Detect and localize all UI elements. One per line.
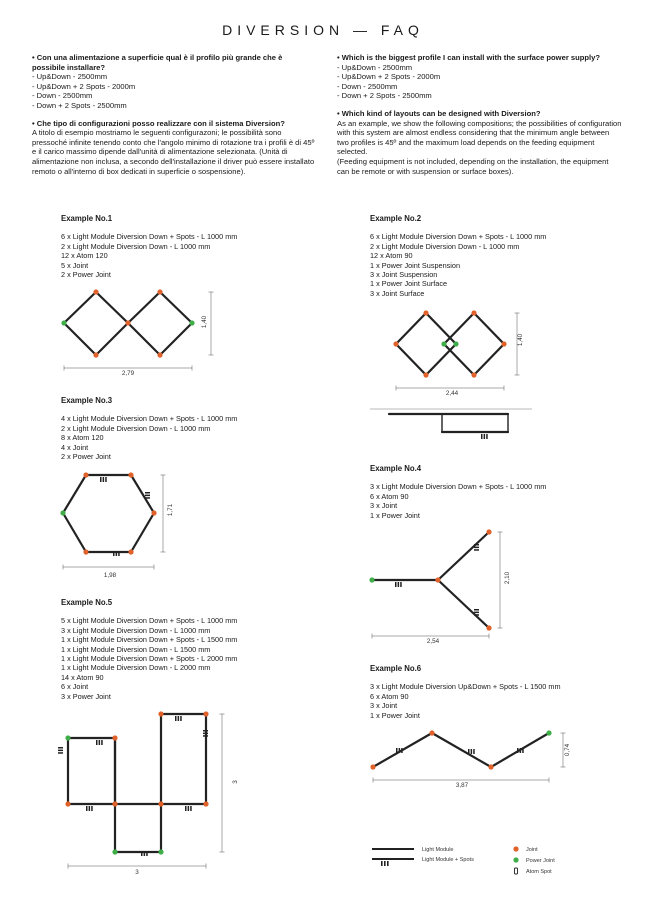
- light-module: [63, 475, 86, 513]
- atom-spot-icon: [381, 861, 389, 866]
- joint: [435, 577, 440, 582]
- faq-answer: - Down - 2500mm: [337, 81, 398, 91]
- dim-height-ex1: 1,40: [201, 315, 208, 329]
- joint: [93, 352, 98, 357]
- example-line: 12 x Atom 90: [370, 251, 413, 261]
- example-line: 3 x Joint Suspension: [370, 270, 438, 280]
- dim-width-ex3: 1,98: [103, 572, 117, 579]
- atom-spot: [517, 748, 519, 753]
- legend-joint-label: Joint: [526, 847, 538, 853]
- atom-spot: [180, 716, 182, 721]
- example-title: Example No.6: [370, 664, 422, 673]
- faq-answer: - Down - 2500mm: [32, 91, 93, 101]
- example-line: 5 x Joint: [61, 260, 89, 270]
- atom-spot: [484, 434, 486, 439]
- light-module: [160, 292, 192, 323]
- atom-spot: [145, 497, 150, 499]
- dim-height-ex4: 2,10: [504, 571, 511, 585]
- example-line: 1 x Power Joint: [370, 710, 420, 720]
- atom-spot: [190, 806, 192, 811]
- legend-power-joint-label: Power Joint: [526, 858, 555, 864]
- joint: [486, 529, 491, 534]
- example-line: 3 x Light Module Diversion Down - L 1000 mm: [61, 625, 211, 635]
- light-module: [160, 323, 192, 355]
- atom-spot: [188, 806, 190, 811]
- joint: [203, 801, 208, 806]
- joint: [471, 310, 476, 315]
- atom-spot: [100, 477, 102, 482]
- faq-answer: A titolo di esempio mostriamo le seguenti configurazoni; le possibilità sono pressoché infinite tenendo conto che l'angolo minimo di rotazione tra i profili è di 45º e il carico massimo dipende dall'unità di alimentazione selezionata. (Unità di alimentazione non inclusa, a secondo dell'installazione il driver può essere installato remoto o all'interno di box dedicati in superficie o sospensione).: [32, 128, 315, 176]
- light-module: [131, 475, 154, 513]
- light-module: [432, 733, 491, 767]
- joint: [370, 764, 375, 769]
- faq-answer: (Feeding equipment is not included, depending on the installation, the equipment can be remote or with suspension or surface boxes).: [337, 156, 609, 176]
- joint: [429, 730, 434, 735]
- example-line: 6 x Joint: [61, 682, 89, 692]
- light-module: [128, 292, 160, 323]
- atom-spot: [395, 582, 397, 587]
- atom-spot: [468, 749, 470, 754]
- joint: [83, 549, 88, 554]
- joint: [65, 801, 70, 806]
- light-module: [438, 532, 489, 580]
- faq-answer: - Up&Down - 2500mm: [32, 72, 108, 82]
- atom-spot: [58, 750, 63, 752]
- atom-spot: [96, 740, 98, 745]
- light-module: [396, 344, 426, 375]
- joint: [501, 341, 506, 346]
- light-module: [63, 513, 86, 552]
- example-title: Example No.4: [370, 464, 422, 473]
- example-title: Example No.3: [61, 396, 113, 405]
- example-line: 1 x Power Joint: [370, 510, 420, 520]
- atom-spot: [175, 716, 177, 721]
- dim-width-ex4: 2,54: [426, 638, 440, 645]
- faq-answer: - Down + 2 Spots - 2500mm: [337, 91, 432, 101]
- atom-spot: [118, 551, 120, 556]
- atom-spot: [144, 851, 146, 856]
- light-module: [96, 292, 128, 323]
- atom-spot: [474, 609, 479, 611]
- light-module: [444, 344, 474, 375]
- atom-spot: [113, 551, 115, 556]
- atom-spot: [486, 434, 488, 439]
- example-line: 6 x Atom 90: [370, 491, 409, 501]
- example-line: 1 x Light Module Diversion Down - L 2000 mm: [61, 663, 211, 673]
- joint: [158, 711, 163, 716]
- power-joint: [441, 341, 446, 346]
- light-module: [426, 344, 456, 375]
- example-line: 6 x Light Module Diversion Down + Spots - L 1000 mm: [61, 232, 238, 242]
- light-module: [438, 580, 489, 628]
- power-joint: [189, 320, 194, 325]
- joint: [488, 764, 493, 769]
- legend-light-module-label: Light Module: [422, 847, 454, 853]
- joint: [203, 711, 208, 716]
- example-line: 3 x Joint: [370, 501, 398, 511]
- example-line: 5 x Light Module Diversion Down + Spots - L 1000 mm: [61, 616, 238, 626]
- atom-spot: [86, 806, 88, 811]
- example-line: 2 x Power Joint: [61, 452, 111, 462]
- atom-spot: [58, 752, 63, 754]
- dim-height-ex5: 3: [232, 780, 239, 784]
- faq-question: • Which is the biggest profile I can install with the surface power supply?: [337, 53, 600, 62]
- atom-spot: [400, 582, 402, 587]
- atom-spot: [185, 806, 187, 811]
- atom-spot: [474, 614, 479, 616]
- light-module: [131, 513, 154, 552]
- faq-question: • Which kind of layouts can be designed with Diversion?: [337, 108, 541, 118]
- atom-spot: [89, 806, 91, 811]
- joint: [486, 625, 491, 630]
- light-module: [396, 313, 426, 344]
- atom-spot: [474, 544, 479, 546]
- atom-spot: [105, 477, 107, 482]
- joint: [125, 320, 130, 325]
- power-joint: [546, 730, 551, 735]
- dim-width-ex6: 3,87: [455, 782, 469, 789]
- atom-spot: [473, 749, 475, 754]
- joint: [423, 372, 428, 377]
- example-line: 2 x Light Module Diversion Down - L 1000 mm: [61, 423, 211, 433]
- light-module: [426, 313, 456, 344]
- dim-width-ex1: 2,79: [121, 370, 135, 377]
- atom-spot: [399, 748, 401, 753]
- atom-spot: [145, 492, 150, 494]
- atom-spot: [101, 740, 103, 745]
- atom-spot: [401, 748, 403, 753]
- atom-spot: [99, 740, 101, 745]
- joint: [393, 341, 398, 346]
- dim-width-ex5: 3: [135, 869, 139, 876]
- faq-answer: - Up&Down + 2 Spots - 2000m: [337, 72, 441, 82]
- example-line: 3 x Light Module Diversion Up&Down + Spots - L 1500 mm: [370, 682, 561, 692]
- power-joint: [61, 320, 66, 325]
- joint-icon: [513, 846, 518, 851]
- example-line: 4 x Joint: [61, 442, 89, 452]
- example-line: 2 x Light Module Diversion Down - L 1000 mm: [370, 241, 520, 251]
- light-module: [474, 313, 504, 344]
- example-line: 8 x Atom 120: [61, 433, 104, 443]
- example-line: 4 x Light Module Diversion Down + Spots - L 1000 mm: [61, 414, 238, 424]
- atom-spot: [103, 477, 105, 482]
- joint: [128, 549, 133, 554]
- example-line: 1 x Power Joint Surface: [370, 279, 448, 289]
- light-module: [96, 323, 128, 355]
- example-line: 2 x Light Module Diversion Down - L 1000 mm: [61, 241, 211, 251]
- joint: [83, 472, 88, 477]
- example-line: 1 x Light Module Diversion Down - L 1500 mm: [61, 644, 211, 654]
- atom-spot: [146, 851, 148, 856]
- joint: [157, 289, 162, 294]
- joint: [93, 289, 98, 294]
- atom-spot: [203, 733, 208, 735]
- example-line: 3 x Joint: [370, 701, 398, 711]
- dim-height-ex2: 1,40: [517, 333, 524, 347]
- dim-width-ex2: 2,44: [445, 390, 459, 397]
- example-line: 3 x Light Module Diversion Down + Spots - L 1000 mm: [370, 482, 547, 492]
- example-line: 2 x Power Joint: [61, 270, 111, 280]
- example-line: 1 x Power Joint Suspension: [370, 260, 461, 270]
- faq-answer: - Down + 2 Spots - 2500mm: [32, 100, 127, 110]
- joint: [112, 801, 117, 806]
- atom-spot: [474, 612, 479, 614]
- example-title: Example No.1: [61, 214, 113, 223]
- power-joint: [60, 510, 65, 515]
- atom-spot-icon: [515, 868, 518, 874]
- legend-light-module-spots-label: Light Module + Spots: [422, 857, 474, 863]
- power-joint: [158, 849, 163, 854]
- example-line: 3 x Power Joint: [61, 691, 111, 701]
- faq-answer: - Up&Down - 2500mm: [337, 62, 413, 72]
- legend-atom-spot-label: Atom Spot: [526, 869, 552, 875]
- joint: [112, 735, 117, 740]
- example-line: 3 x Joint Surface: [370, 288, 425, 298]
- atom-spot: [481, 434, 483, 439]
- atom-spot: [58, 747, 63, 749]
- example-line: 1 x Light Module Diversion Down + Spots - L 1500 mm: [61, 635, 238, 645]
- atom-spot: [116, 551, 118, 556]
- atom-spot: [396, 748, 398, 753]
- joint: [471, 372, 476, 377]
- light-module: [128, 323, 160, 355]
- atom-spot: [398, 582, 400, 587]
- dim-height-ex3: 1,71: [167, 503, 174, 517]
- power-joint: [369, 577, 374, 582]
- power-joint-icon: [513, 857, 518, 862]
- example-line: 6 x Atom 90: [370, 691, 409, 701]
- faq-question: • Che tipo di configurazioni posso realizzare con il sistema Diversion?: [32, 118, 285, 128]
- atom-spot: [474, 547, 479, 549]
- atom-spot: [474, 549, 479, 551]
- example-line: 6 x Light Module Diversion Down + Spots - L 1000 mm: [370, 232, 547, 242]
- joint: [158, 801, 163, 806]
- power-joint: [112, 849, 117, 854]
- faq-question: • Con una alimentazione a superficie qual è il profilo più grande che è possibile installare?: [32, 53, 283, 72]
- atom-spot: [145, 495, 150, 497]
- joint: [423, 310, 428, 315]
- atom-spot: [520, 748, 522, 753]
- joint: [151, 510, 156, 515]
- joint: [128, 472, 133, 477]
- light-module: [64, 323, 96, 355]
- atom-spot: [203, 735, 208, 737]
- joint: [157, 352, 162, 357]
- example-line: 1 x Light Module Diversion Down + Spots - L 2000 mm: [61, 654, 238, 664]
- power-joint: [65, 735, 70, 740]
- atom-spot: [471, 749, 473, 754]
- atom-spot: [91, 806, 93, 811]
- light-module: [444, 313, 474, 344]
- example-line: 12 x Atom 120: [61, 251, 108, 261]
- example-line: 14 x Atom 90: [61, 672, 104, 682]
- atom-spot: [203, 730, 208, 732]
- example-title: Example No.2: [370, 214, 422, 223]
- power-joint: [453, 341, 458, 346]
- faq-answer: - Up&Down + 2 Spots - 2000m: [32, 81, 136, 91]
- atom-spot: [178, 716, 180, 721]
- atom-spot: [522, 748, 524, 753]
- example-title: Example No.5: [61, 598, 113, 607]
- faq-answer: As an example, we show the following compositions; the possibilities of configuration with this system are almost endless considering that the minimum angle between two profiles is 45º and the maximum load depends on the feeding equipment selected.: [337, 118, 622, 157]
- light-module: [474, 344, 504, 375]
- light-module: [64, 292, 96, 323]
- atom-spot: [141, 851, 143, 856]
- dim-height-ex6: 0,74: [564, 743, 571, 757]
- page-title: DIVERSION — FAQ: [222, 22, 424, 38]
